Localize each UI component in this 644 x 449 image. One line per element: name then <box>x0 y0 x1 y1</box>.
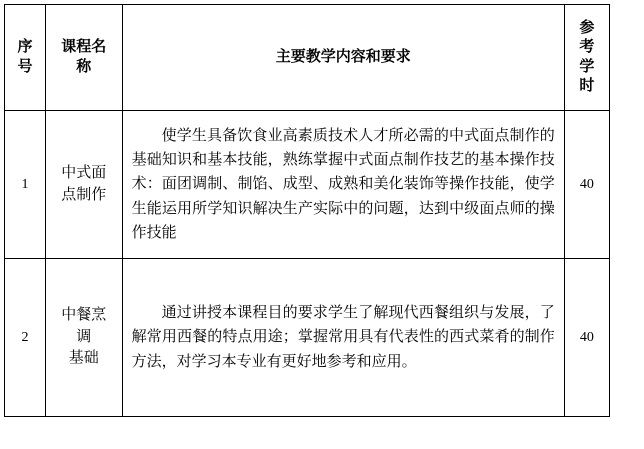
row-sequence-number: 1 <box>5 111 46 259</box>
table-row <box>5 259 610 417</box>
row-course-name-line-2: 点制作 <box>61 186 107 203</box>
row-content-text: 使学生具备饮食业高素质技术人才所必需的中式面点制作的基础知识和基本技能，熟练掌握中式面点制作技艺的基本操作技术：面团调制、制馅、成型、成熟和美化装饰等操作技能，使学生能运用所学知识解决生产实际中的问题，达到中级面点师的操作技能 <box>131 127 555 241</box>
header-hours-char-2: 考 <box>579 39 595 55</box>
header-hours-char-4: 时 <box>579 78 595 94</box>
row-content <box>122 259 564 417</box>
table-row <box>5 111 610 259</box>
header-hours-char-1: 参 <box>579 19 595 36</box>
table-header <box>5 5 610 111</box>
row-course-name-line-1: 中餐烹 <box>61 306 107 323</box>
header-content-label: 主要教学内容和要求 <box>275 48 411 65</box>
header-cell-hours <box>564 5 609 111</box>
header-course-name-line-2: 称 <box>76 58 92 75</box>
row-course-name <box>45 259 122 417</box>
header-sequence-char-2: 号 <box>17 58 33 75</box>
header-cell-course-name <box>45 5 122 111</box>
row-hours: 40 <box>564 111 609 259</box>
row-course-name <box>45 111 122 259</box>
document-page <box>0 4 644 449</box>
header-cell-sequence <box>5 5 46 111</box>
row-course-name-line-3: 基础 <box>68 350 99 367</box>
header-hours-char-3: 学 <box>579 58 595 75</box>
row-sequence-number: 2 <box>5 259 46 417</box>
row-content-text: 通过讲授本课程目的要求学生了解现代西餐组织与发展，了解常用西餐的特点用途；掌握常用具有代表性的西式菜肴的制作方法，对学习本专业有更好地参考和应用。 <box>131 305 555 370</box>
row-course-name-line-1: 中式面 <box>61 164 107 181</box>
header-sequence-char-1: 序 <box>17 39 33 55</box>
course-table <box>4 4 610 417</box>
row-hours: 40 <box>564 259 609 417</box>
row-content <box>122 111 564 259</box>
row-course-name-line-2: 调 <box>76 328 92 345</box>
header-cell-content <box>122 5 564 111</box>
header-course-name-line-1: 课程名 <box>61 39 107 55</box>
table-header-row <box>5 5 610 111</box>
table-body <box>5 111 610 417</box>
